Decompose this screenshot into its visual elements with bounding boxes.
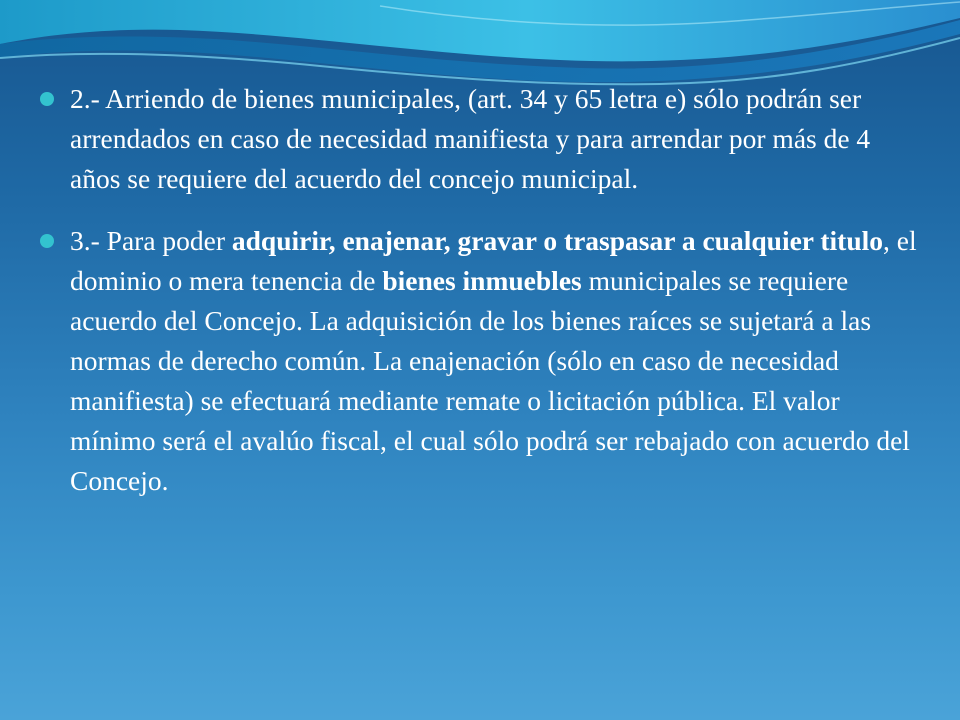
bullet-dot-icon — [40, 92, 54, 106]
slide-content — [40, 79, 920, 523]
bullet-item-adquisicion — [40, 221, 920, 501]
bullet-list — [40, 79, 920, 501]
bullet-text-part: municipales se requiere acuerdo del Concejo. La adquisición de los bienes raíces se sujetará a las normas de derecho común. La enajenación (sólo en caso de necesidad manifiesta) se efectuará mediante remate o licitación pública. El valor mínimo será el avalúo fiscal, el cual sólo podrá ser rebajado con acuerdo del Concejo. — [70, 265, 910, 496]
bullet-text-bold: adquirir, enajenar, gravar o traspasar a cualquier titulo — [231, 225, 884, 256]
header-wave-decoration — [0, 0, 960, 90]
bullet-text-bold: bienes inmuebles — [382, 265, 582, 296]
bullet-text: 2.- Arriendo de bienes municipales, (art. 34 y 65 letra e) sólo podrán ser arrendados en caso de necesidad manifiesta y para arrendar por más de 4 años se requiere del acuerdo del concejo municipal. — [70, 83, 871, 194]
bullet-dot-icon — [40, 234, 54, 248]
bullet-item-arriendo — [40, 79, 920, 199]
bullet-text-part: , el dominio o mera tenencia de — [70, 225, 917, 296]
bullet-text-part: 3.- Para poder — [70, 225, 232, 256]
